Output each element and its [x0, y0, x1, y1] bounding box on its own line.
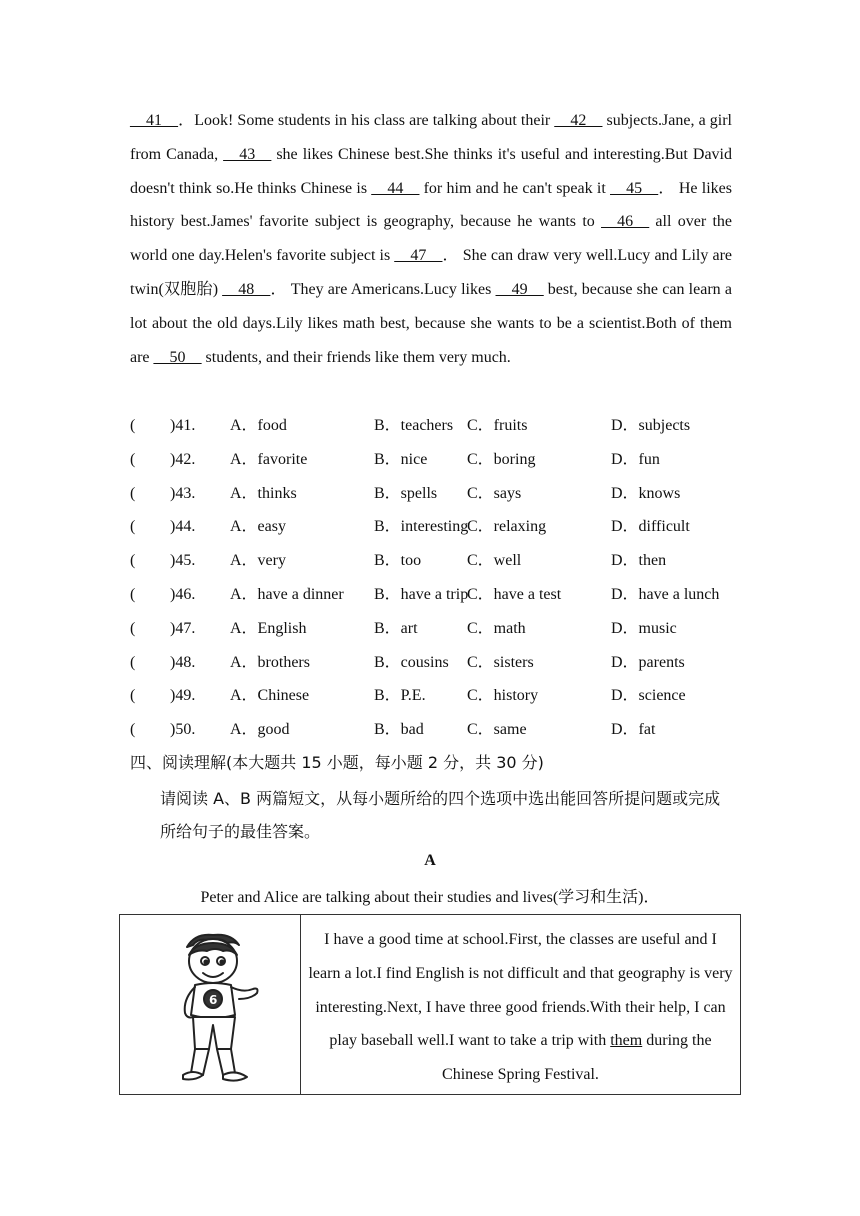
option-d: D．music	[611, 619, 677, 637]
underlined-word: them	[610, 1032, 643, 1050]
option-c: C．boring	[467, 450, 536, 468]
question-number: )49.	[170, 687, 196, 705]
part-label: A	[424, 852, 436, 869]
option-row-50	[130, 713, 750, 747]
question-number: )48.	[170, 653, 196, 671]
question-number: )47.	[170, 619, 196, 637]
option-a: A．Chinese	[230, 687, 310, 705]
cloze-passage	[130, 104, 732, 374]
question-number: )50.	[170, 721, 196, 739]
option-a: A．brothers	[230, 653, 310, 671]
option-b: B．have a trip	[374, 585, 469, 603]
answer-paren: (	[130, 687, 136, 705]
cloze-blank: __49__	[495, 280, 544, 298]
option-d: D．knows	[611, 484, 681, 502]
boy-cartoon-icon	[165, 929, 265, 1085]
option-c: C．fruits	[467, 417, 528, 434]
cloze-blank: __50__	[153, 348, 202, 366]
option-row-48	[130, 646, 750, 680]
option-c: C．history	[467, 687, 539, 705]
option-b: B．interesting	[374, 518, 469, 536]
answer-paren: (	[130, 552, 136, 570]
option-row-44	[130, 510, 750, 544]
option-a: A．have a dinner	[230, 585, 344, 603]
question-number: )41.	[170, 417, 196, 434]
answer-paren: (	[130, 450, 136, 468]
option-d: D．fat	[611, 721, 656, 739]
option-c: C．math	[467, 619, 526, 637]
svg-text:6: 6	[209, 993, 218, 1007]
option-a: A．good	[230, 721, 290, 739]
cloze-blank: __42__	[554, 112, 603, 129]
option-c: C．same	[467, 721, 527, 739]
answer-paren: (	[130, 518, 136, 536]
option-a: A．very	[230, 552, 286, 570]
option-b: B．bad	[374, 721, 424, 739]
option-a: A．favorite	[230, 450, 308, 468]
option-row-43	[130, 477, 750, 511]
section-instructions: 请阅读 A、B 两篇短文，从每小题所给的四个选项中选出能回答所提问题或完成所给句子的最佳答案。	[160, 789, 721, 841]
option-c: C．sisters	[467, 653, 534, 671]
option-b: B．nice	[374, 450, 428, 468]
option-d: D．difficult	[611, 518, 690, 536]
option-b: B．art	[374, 619, 418, 637]
answer-paren: (	[130, 653, 136, 671]
option-b: B．too	[374, 552, 422, 570]
question-number: )43.	[170, 484, 196, 502]
option-b: B．spells	[374, 484, 438, 502]
option-d: D．subjects	[611, 417, 691, 434]
question-number: )42.	[170, 450, 196, 468]
peter-statement	[301, 915, 740, 1094]
cloze-blank: __46__	[601, 213, 650, 231]
option-d: D．have a lunch	[611, 585, 720, 603]
option-a: A．food	[230, 417, 287, 434]
option-c: C．relaxing	[467, 518, 547, 536]
question-number: )46.	[170, 585, 196, 603]
question-number: )44.	[170, 518, 196, 536]
option-d: D．science	[611, 687, 686, 705]
option-c: C．well	[467, 552, 522, 570]
option-b: B．teachers	[374, 417, 454, 434]
boy-illustration	[120, 915, 301, 1094]
cloze-blank: __44__	[371, 179, 420, 197]
options-list	[130, 409, 750, 747]
statement-text-2: during the Chinese Spring Festival.	[442, 1032, 712, 1084]
answer-paren: (	[130, 721, 136, 739]
option-row-46	[130, 578, 750, 612]
option-row-42	[130, 443, 750, 477]
option-b: B．cousins	[374, 653, 449, 671]
answer-paren: (	[130, 417, 136, 434]
section-title: 四、阅读理解(本大题共 15 小题，每小题 2 分，共 30 分)	[130, 753, 544, 772]
option-a: A．English	[230, 619, 307, 637]
option-row-49	[130, 679, 750, 713]
option-d: D．fun	[611, 450, 660, 468]
option-b: B．P.E.	[374, 687, 426, 705]
option-row-41	[130, 409, 750, 443]
statement-text-1: I have a good time at school.First, the classes are useful and I learn a lot.I find English is not difficult and that geography is very interesting.Next, I have three good friends.With their help, I can play baseball well.I want to take a trip with	[308, 931, 733, 1050]
option-d: D．parents	[611, 653, 685, 671]
option-row-47	[130, 612, 750, 646]
cloze-blank: __45__	[610, 179, 659, 197]
option-d: D．then	[611, 552, 667, 570]
reading-intro: Peter and Alice are talking about their studies and lives(学习和生活)．	[200, 889, 660, 906]
option-c: C．says	[467, 484, 522, 502]
option-a: A．thinks	[230, 484, 297, 502]
cloze-paragraph: __41__．Look! Some students in his class are talking about their __42__ subjects.Jane, a girl from Canada, __43__ she likes Chinese best.She thinks it's useful and interesting.But David doesn't think so.He thinks Chinese is __44__ for him and he can't speak it __45__． He likes history best.James' favorite subject is geography, because he wants to __46__ all over the world one day.Helen's favorite subject is __47__． She can draw very well.Lucy and Lily are twin(双胞胎) __48__． They are Americans.Lucy likes __49__ best, because she can learn a lot about the old days.Lily likes math best, because she wants to be a scientist.Both of them are __50__ students, and their friends like them very much.	[130, 112, 733, 366]
option-c: C．have a test	[467, 585, 562, 603]
answer-paren: (	[130, 619, 136, 637]
reading-table	[119, 914, 741, 1095]
cloze-blank: __47__	[394, 247, 443, 265]
cloze-blank: __43__	[223, 145, 272, 163]
cloze-blank: __41__	[130, 112, 178, 129]
answer-paren: (	[130, 484, 136, 502]
cloze-blank: __48__	[222, 280, 271, 298]
answer-paren: (	[130, 585, 136, 603]
option-row-45	[130, 544, 750, 578]
question-number: )45.	[170, 552, 196, 570]
option-a: A．easy	[230, 518, 286, 536]
